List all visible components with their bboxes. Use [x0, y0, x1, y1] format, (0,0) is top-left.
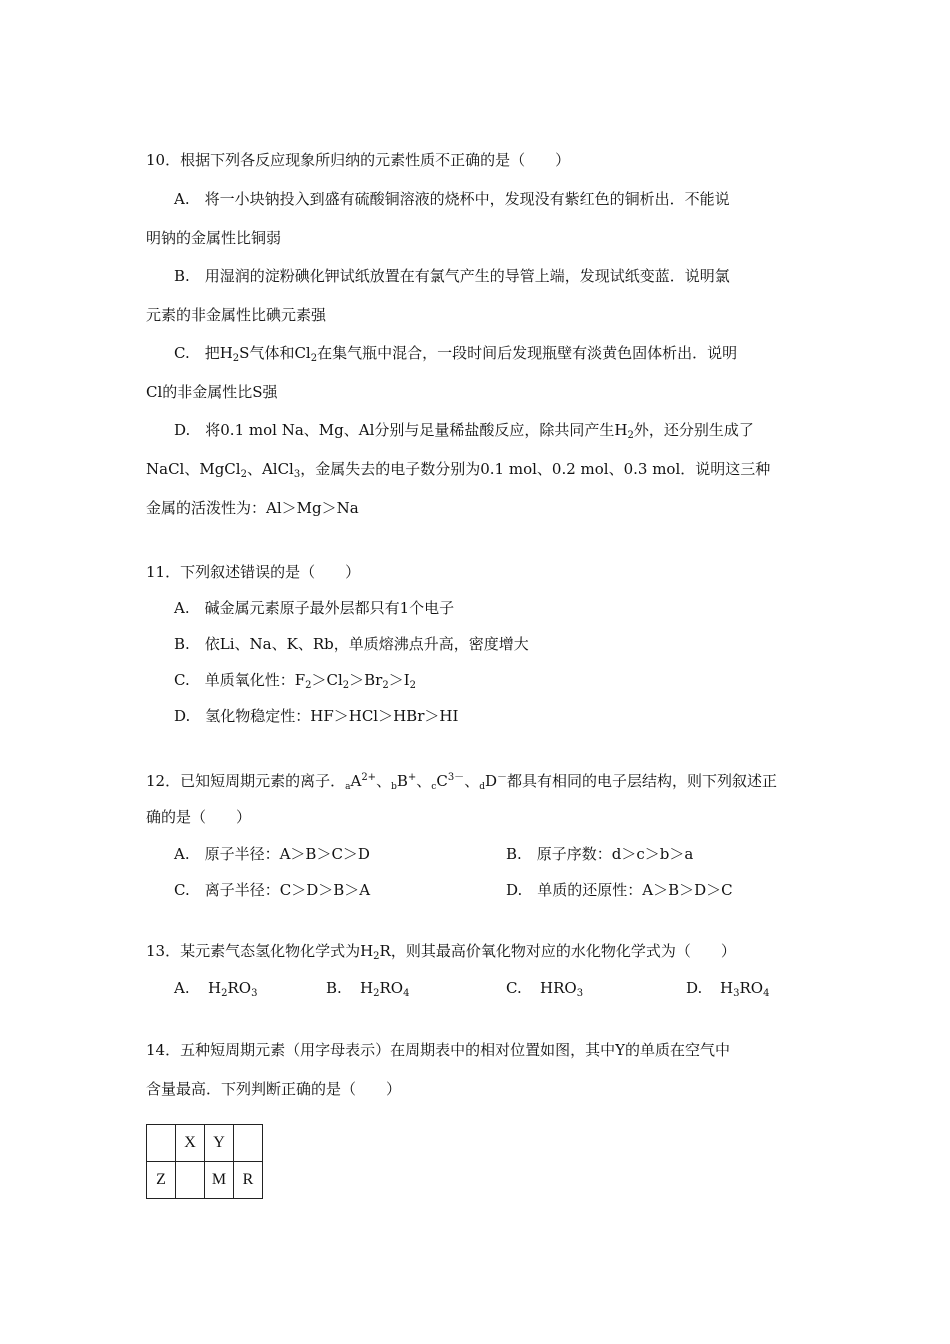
- table-cell: [176, 1162, 205, 1199]
- table-cell: X: [176, 1125, 205, 1162]
- q12-option-c: C. 离子半径：C＞D＞B＞A: [174, 881, 371, 899]
- q11-option-c: C. 单质氧化性：$F_2>Cl_2>Br_2>I_2$: [174, 671, 417, 691]
- table-row: [147, 1162, 263, 1199]
- q10-option-a-line2: 明钠的金属性比铜弱: [146, 229, 282, 247]
- q14-stem-line1: 14．五种短周期元素（用字母表示）在周期表中的相对位置如图，其中Y的单质在空气中: [146, 1041, 730, 1059]
- q10-option-c-line2: Cl的非金属性比S强: [146, 383, 278, 401]
- q13-option-c: C. $HRO_3$: [506, 979, 584, 999]
- q10-stem: 10．根据下列各反应现象所归纳的元素性质不正确的是（ ）: [146, 151, 571, 169]
- q13-stem: 13．某元素气态氢化物化学式为$H_2R$，则其最高价氧化物对应的水化物化学式为（ ）: [146, 942, 736, 962]
- q12-stem-line2: 确的是（ ）: [146, 808, 252, 826]
- table-cell: R: [234, 1162, 263, 1199]
- q10-option-d-line1: D. 将0.1 mol Na、Mg、Al分别与足量稀盐酸反应，除共同产生$H_2$外，还分别生成了: [174, 421, 754, 441]
- q12-option-d: D. 单质的还原性：A＞B＞D＞C: [506, 881, 733, 899]
- q10-option-d-line3: 金属的活泼性为：Al＞Mg＞Na: [146, 499, 359, 517]
- q13-option-b: B. $H_2RO_4$: [326, 979, 410, 999]
- q12-option-b: B. 原子序数：d＞c＞b＞a: [506, 845, 694, 863]
- q11-option-d: D. 氢化物稳定性：HF＞HCl＞HBr＞HI: [174, 707, 459, 725]
- table-row: [147, 1125, 263, 1162]
- table-cell: M: [205, 1162, 234, 1199]
- q10-option-d-line2: NaCl、MgCl$_2$、AlCl$_3$，金属失去的电子数分别为0.1 mol、0.2 mol、0.3 mol．说明这三种: [146, 460, 771, 480]
- periodic-table-fragment: [146, 1124, 263, 1199]
- q13-option-d: D. $H_3RO_4$: [686, 979, 770, 999]
- q11-option-a: A. 碱金属元素原子最外层都只有1个电子: [174, 599, 455, 617]
- q10-option-c-line1: C. 把$H_2S$气体和$Cl_2$在集气瓶中混合，一段时间后发现瓶壁有淡黄色固体析出．说明: [174, 344, 738, 364]
- q14-stem-line2: 含量最高．下列判断正确的是（ ）: [146, 1080, 402, 1098]
- q10-option-b-line1: B. 用湿润的淀粉碘化钾试纸放置在有氯气产生的导管上端，发现试纸变蓝．说明氯: [174, 267, 730, 285]
- q12-option-a: A. 原子半径：A＞B＞C＞D: [174, 845, 370, 863]
- q11-stem: 11．下列叙述错误的是（ ）: [146, 563, 361, 581]
- table-cell: [234, 1125, 263, 1162]
- table-cell: Z: [147, 1162, 176, 1199]
- q12-stem-line1: 12．已知短周期元素的离子．$_aA^{2+}$、$_b$B+、$_cC^{3-}$、$_d$D－都具有相同的电子层结构，则下列叙述正: [146, 772, 778, 792]
- q11-option-b: B. 依Li、Na、K、Rb，单质熔沸点升高，密度增大: [174, 635, 529, 653]
- q13-option-a: A. $H_2RO_3$: [174, 979, 258, 999]
- table-cell: Y: [205, 1125, 234, 1162]
- q10-option-b-line2: 元素的非金属性比碘元素强: [146, 306, 327, 324]
- q10-option-a-line1: A. 将一小块钠投入到盛有硫酸铜溶液的烧杯中，发现没有紫红色的铜析出．不能说: [174, 190, 730, 208]
- table-cell: [147, 1125, 176, 1162]
